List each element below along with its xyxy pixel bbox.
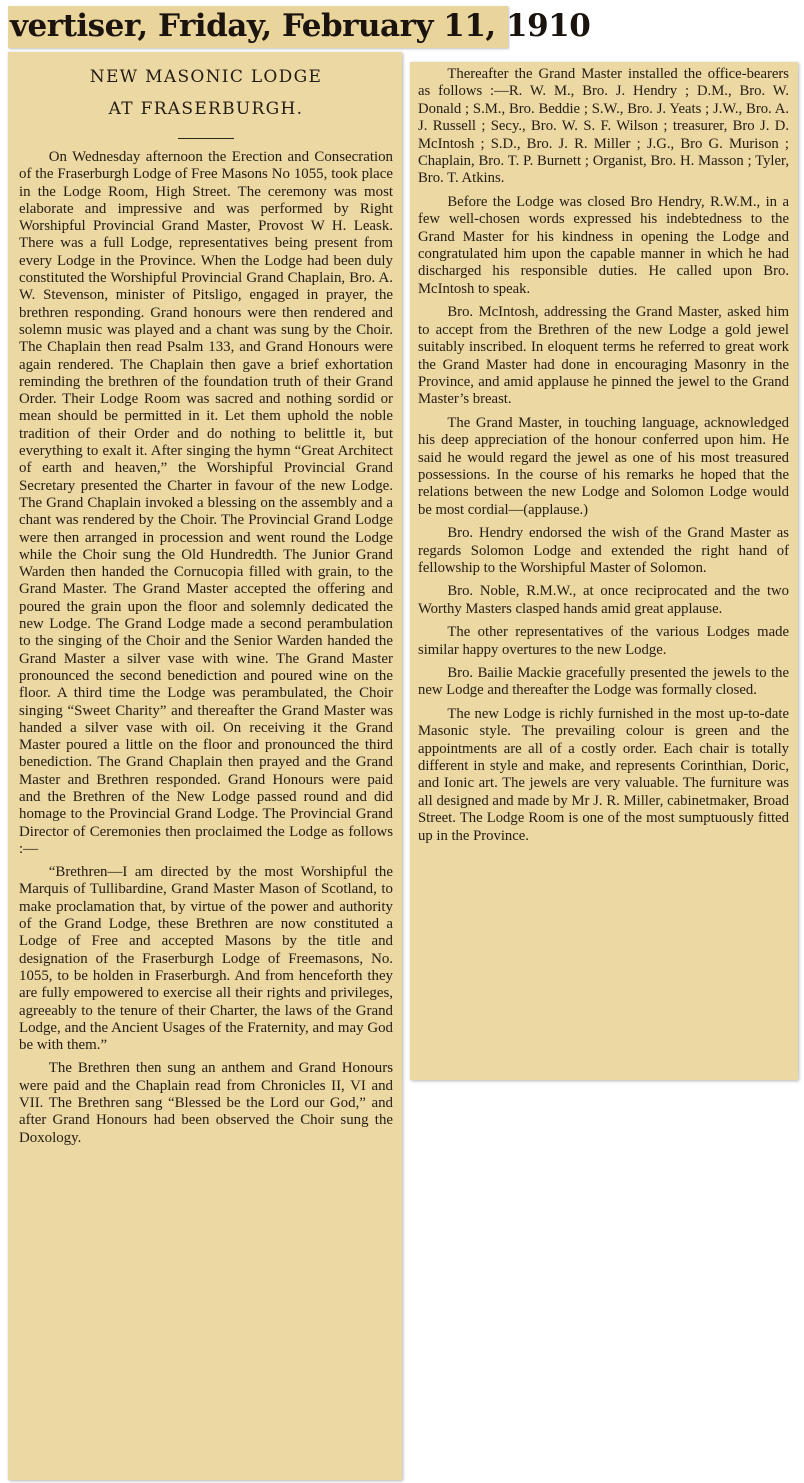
headline-divider	[178, 138, 234, 139]
paragraph-hendry-endorsement: Bro. Hendry endorsed the wish of the Grand Master as regards Solomon Lodge and extended the right hand of fellowship to the Worshipful Master of Solomon.	[418, 525, 789, 576]
paragraph-other-lodges: The other representatives of the various Lodges made similar happy overtures to the new Lodge.	[418, 624, 789, 658]
paragraph-closing-anthem: The Brethren then sung an anthem and Grand Honours were paid and the Chaplain read from Chronicles II, VI and VII. The Brethren sang “Blessed be the Lord our God,” and after Grand Honours had been observed the Choir sung the Doxology.	[19, 1060, 393, 1146]
paragraph-grand-master-reply: The Grand Master, in touching language, acknowledged his deep appreciation of the honour conferred upon him. He said he would regard the jewel as one of his most treasured possessions. In the course of his remarks he hoped that the relations between the new Lodge and Solomon Lodge would be most cordial—(applause.)	[418, 414, 789, 518]
paragraph-noble-reciprocation: Bro. Noble, R.M.W., at once reciprocated and the two Worthy Masters clasped hands amid great applause.	[418, 583, 789, 617]
paragraph-office-bearers: Thereafter the Grand Master installed the office-bearers as follows :—R. W. M., Bro. J. Hendry ; D.M., Bro. W. Donald ; S.M., Bro. Beddie ; S.W., Bro. J. Yeats ; J.W., Bro. A. J. Russell ; Secy., Bro. W. S. F. Wilson ; treasurer, Bro J. D. McIntosh ; S.D., Bro. J. R. Miller ; J.G., Bro G. Murison ; Chaplain, Bro. T. P. Burnett ; Organist, Bro. H. Masson ; Tyler, Bro. T. Atkins.	[418, 66, 789, 187]
paragraph-lodge-furnishings: The new Lodge is richly furnished in the most up-to-date Masonic style. The prevailing colour is green and the appointments are all of a costly order. Each chair is totally different in style and make, and represents Corinthian, Doric, and Ionic art. The jewels are very valuable. The furniture was all designed and made by Mr J. R. Miller, cabinetmaker, Broad Street. The Lodge Room is one of the most sumptuously fitted up in the Province.	[418, 705, 789, 844]
paragraph-proclamation: “Brethren—I am directed by the most Worshipful the Marquis of Tullibardine, Grand Master Mason of Scotland, to make proclamation that, by virtue of the power and authority of the Grand Lodge, these Brethren are now constituted a Lodge of Free and accepted Masons by the title and designation of the Fraserburgh Lodge of Freemasons, No. 1055, to be holden in Fraserburgh. And from henceforth they are fully empowered to exercise all their rights and privileges, agreeably to the tenure of their Charter, the laws of the Grand Lodge, and the Ancient Usages of the Fraternity, and may God be with them.”	[19, 864, 393, 1054]
article-column-right	[410, 62, 798, 1080]
paragraph-jewels-presented: Bro. Bailie Mackie gracefully presented the jewels to the new Lodge and thereafter the Lodge was formally closed.	[418, 665, 789, 699]
article-headline-line-2: AT FRASERBURGH.	[108, 99, 304, 119]
masthead-date-line: vertiser, Friday, February 11, 1910	[10, 8, 591, 44]
article-column-left	[8, 52, 402, 1480]
paragraph-ceremony: On Wednesday afternoon the Erection and Consecration of the Fraserburgh Lodge of Free Masons No 1055, took place in the Lodge Room, High Street. The ceremony was most elaborate and impressive and was performed by Right Worshipful Provincial Grand Master, Provost W H. Leask. There was a full Lodge, representatives being present from every Lodge in the Province. When the Lodge had been duly constituted the Worshipful Provincial Grand Chaplain, Bro. A. W. Stevenson, minister of Pitsligo, engaged in prayer, the brethren responding. Grand honours were then rendered and solemn music was played and a chant was sung by the Choir. The Chaplain then read Psalm 133, and Grand Honours were again rendered. The Chaplain then gave a brief exhortation reminding the brethren of the foundation truth of their Grand Order. Their Lodge Room was sacred and nothing sordid or mean should be permitted in it. Let them uphold the noble tradition of their Order and do nothing to belittle it, but everything to exalt it. After singing the hymn “Great Architect of earth and heaven,” the Worshipful Provincial Grand Secretary presented the Charter in favour of the new Lodge. The Grand Chaplain invoked a blessing on the assembly and a chant was rendered by the Choir. The Provincial Grand Lodge were then arranged in procession and went round the Lodge while the Choir sung the Old Hundredth. The Junior Grand Warden then handed the Cornucopia filled with grain, to the Grand Master. The Grand Master accepted the offering and poured the grain upon the floor and solemnly dedicated the new Lodge. The Grand Lodge made a second perambulation to the singing of the Choir and the Senior Warden handed the Grand Master a silver vase with wine. The Grand Master pronounced the second benediction and poured wine on the floor. A third time the Lodge was perambulated, the Choir singing “Sweet Charity” and thereafter the Grand Master was handed a silver vase with oil. On receiving it the Grand Master poured a little on the floor and pronounced the third benediction. The Grand Chaplain then prayed and the Grand Master and Brethren responded. Grand Honours were paid and the Brethren of the New Lodge passed round and did homage to the Provincial Grand Lodge. The Provincial Grand Director of Ceremonies then proclaimed the Lodge as follows :—	[19, 149, 393, 857]
paragraph-gold-jewel: Bro. McIntosh, addressing the Grand Master, asked him to accept from the Brethren of the new Lodge a gold jewel suitably inscribed. In eloquent terms he referred to great work the Grand Master had done in encouraging Masonry in the Province, and amid applause he pinned the jewel to the Grand Master’s breast.	[418, 304, 789, 408]
paragraph-hendry-thanks: Before the Lodge was closed Bro Hendry, R.W.M., in a few well-chosen words expressed his indebtedness to the Grand Master for his kindness in opening the Lodge and congratulated him upon the capable manner in which he had discharged his responsible duties. He called upon Bro. McIntosh to speak.	[418, 193, 789, 297]
newspaper-masthead-strip	[8, 6, 591, 48]
article-headline-line-1: NEW MASONIC LODGE	[89, 67, 323, 87]
